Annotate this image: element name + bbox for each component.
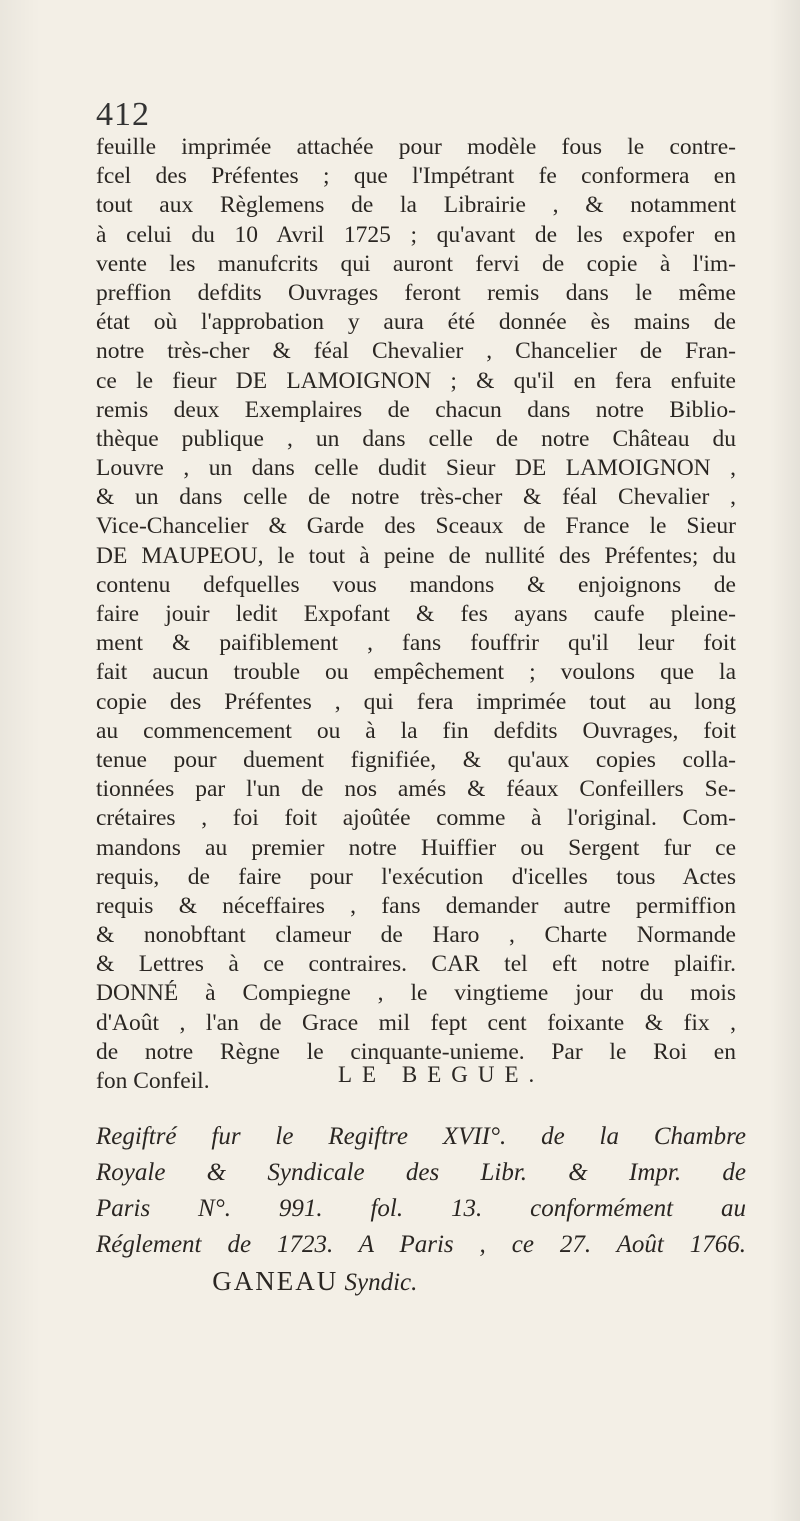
text-line: DE MAUPEOU, le tout à peine de nullité des Préfentes; du — [96, 542, 736, 569]
text-line: ment & paifiblement , fans fouffrir qu'il leur foit — [96, 630, 736, 657]
privilege-text — [96, 133, 736, 1096]
page-number: 412 — [96, 96, 150, 133]
text-line: & nonobftant clameur de Haro , Charte Normande — [96, 922, 736, 949]
text-line: état où l'approbation y aura été donnée ès mains de — [96, 309, 736, 336]
registration-note — [96, 1119, 746, 1299]
text-line: Louvre , un dans celle dudit Sieur DE LAMOIGNON , — [96, 455, 736, 482]
text-line: de notre Règne le cinquante-unieme. Par le Roi en — [96, 1038, 736, 1065]
text-line: tionnées par l'un de nos amés & féaux Confeillers Se- — [96, 776, 736, 803]
text-line: remis deux Exemplaires de chacun dans notre Biblio- — [96, 396, 736, 423]
text-line: tenue pour duement fignifiée, & qu'aux copies colla- — [96, 746, 736, 773]
text-line: requis & néceffaires , fans demander autre permiffion — [96, 892, 736, 919]
text-line: preffion defdits Ouvrages feront remis dans le même — [96, 279, 736, 306]
text-line: vente les manufcrits qui auront fervi de copie à l'im- — [96, 250, 736, 277]
text-line: à celui du 10 Avril 1725 ; qu'avant de les expofer en — [96, 221, 736, 248]
text-line: Vice-Chancelier & Garde des Sceaux de France le Sieur — [96, 513, 736, 540]
text-line: crétaires , foi foit ajoûtée comme à l'original. Com- — [96, 805, 736, 832]
text-line: mandons au premier notre Huiffier ou Sergent fur ce — [96, 834, 736, 861]
registration-line: Paris N°. 991. fol. 13. conformément au — [96, 1195, 746, 1222]
registration-line: Réglement de 1723. A Paris , ce 27. Août 1766. — [96, 1231, 746, 1258]
text-line: fcel des Préfentes ; que l'Impétrant fe conformera en — [96, 163, 736, 190]
text-line: copie des Préfentes , qui fera imprimée tout au long — [96, 688, 736, 715]
text-line: fon Confeil. — [96, 1068, 210, 1094]
text-line: & Lettres à ce contraires. CAR tel eft notre plaifir. — [96, 951, 736, 978]
text-line: faire jouir ledit Expofant & fes ayans caufe pleine- — [96, 601, 736, 627]
registration-line: Royale & Syndicale des Libr. & Impr. de — [96, 1159, 746, 1186]
syndic-name: GANEAU — [212, 1266, 339, 1296]
signature: LE BEGUE. — [338, 1062, 545, 1087]
text-line: thèque publique , un dans celle de notre Château du — [96, 425, 736, 452]
registration-line: Regiftré fur le Regiftre XVII°. de la Chambre — [96, 1123, 746, 1150]
text-line: requis, de faire pour l'exécution d'icelles tous Actes — [96, 863, 736, 890]
text-line: contenu defquelles vous mandons & enjoignons de — [96, 571, 736, 598]
text-line: au commencement ou à la fin defdits Ouvrages, foit — [96, 717, 736, 744]
text-line: DONNÉ à Compiegne , le vingtieme jour du mois — [96, 980, 736, 1007]
text-line: feuille imprimée attachée pour modèle fous le contre- — [96, 134, 736, 160]
text-line: ce le fieur DE LAMOIGNON ; & qu'il en fera enfuite — [96, 367, 736, 394]
text-line: & un dans celle de notre très-cher & féal Chevalier , — [96, 484, 736, 511]
text-line: notre très-cher & féal Chevalier , Chancelier de Fran- — [96, 338, 736, 365]
text-line: d'Août , l'an de Grace mil fept cent foixante & fix , — [96, 1009, 736, 1036]
syndic-signature — [96, 1263, 746, 1299]
text-line: fait aucun trouble ou empêchement ; voulons que la — [96, 659, 736, 686]
text-line: tout aux Règlemens de la Librairie , & notamment — [96, 192, 736, 219]
syndic-title: Syndic. — [344, 1269, 418, 1296]
